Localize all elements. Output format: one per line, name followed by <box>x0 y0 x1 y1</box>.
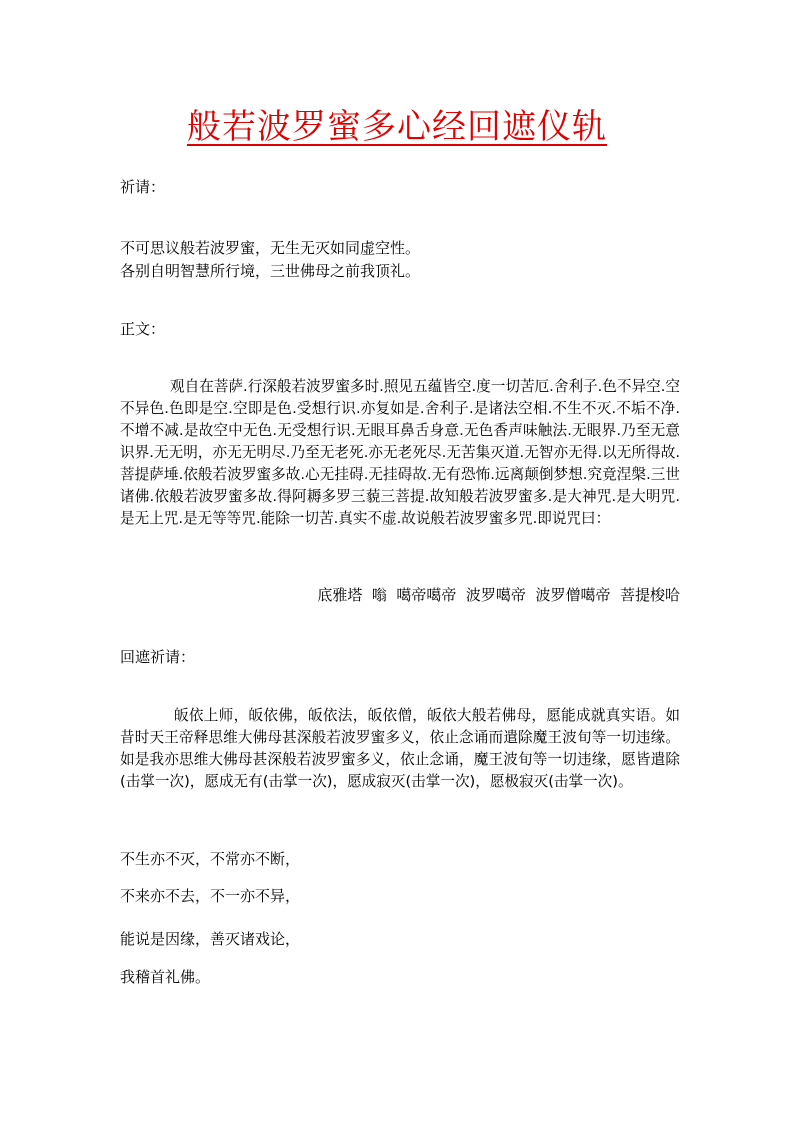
main-label-text: 正文： <box>120 320 166 338</box>
invocation-label-text: 祈请： <box>120 178 166 196</box>
invocation-line-1: 不可思议般若波罗蜜，无生无灭如同虚空性。 <box>120 239 421 257</box>
closing-verse-4 <box>120 966 680 989</box>
main-text: 观自在菩萨.行深般若波罗蜜多时.照见五蕴皆空.度一切苦厄.舍利子.色不异空.空不异色.色即是空.空即是色.受想行识.亦复如是.舍利子.是诸法空相.不生不灭.不垢不净.不增不减.是故空中无色.无受想行识.无眼耳鼻舌身意.无色香声味触法.无眼界.乃至无意识界.无无明，亦无无明尽.乃至无老死.亦无老死尽.无苦集灭道.无智亦无得.以无所得故.菩提萨埵.依般若波罗蜜多故.心无挂碍.无挂碍故.无有恐怖.远离颠倒梦想.究竟涅槃.三世诸佛.依般若波罗蜜多故.得阿耨多罗三藐三菩提.故知般若波罗蜜多.是大神咒.是大明咒.是无上咒.是无等等咒.能除一切苦.真实不虚.故说般若波罗蜜多咒.即说咒曰： <box>120 378 680 527</box>
repel-label <box>120 646 680 669</box>
closing-line-3: 能说是因缘，善灭诸戏论， <box>120 930 301 948</box>
document-title: 般若波罗蜜多心经回遮仪轨 <box>187 107 607 147</box>
invocation-verse <box>120 237 680 283</box>
mantra: 底雅塔 嗡 噶帝噶帝 波罗噶帝 波罗僧噶帝 菩提梭哈 <box>317 586 680 604</box>
closing-line-2: 不来亦不去，不一亦不异， <box>120 887 301 905</box>
main-label <box>120 318 680 341</box>
invocation-line-2: 各别自明智慧所行境，三世佛母之前我顶礼。 <box>120 262 421 280</box>
closing-verse-3 <box>120 928 680 951</box>
closing-verse-1 <box>120 848 680 871</box>
closing-line-4: 我稽首礼佛。 <box>120 968 211 986</box>
invocation-label <box>120 176 680 199</box>
closing-line-1: 不生亦不灭，不常亦不断， <box>120 850 301 868</box>
closing-verse-2 <box>120 885 680 908</box>
repel-text: 皈依上师，皈依佛，皈依法，皈依僧，皈依大般若佛母，愿能成就真实语。如昔时天王帝释思维大佛母甚深般若波罗蜜多义，依止念诵而遣除魔王波旬等一切违缘。如是我亦思维大佛母甚深般若波罗蜜多义，依止念诵，魔王波旬等一切违缘，愿皆遣除(击掌一次)，愿成无有(击掌一次)，愿成寂灭(击掌一次)，愿极寂灭(击掌一次)。 <box>120 707 680 790</box>
repel-label-text: 回遮祈请： <box>120 648 196 666</box>
